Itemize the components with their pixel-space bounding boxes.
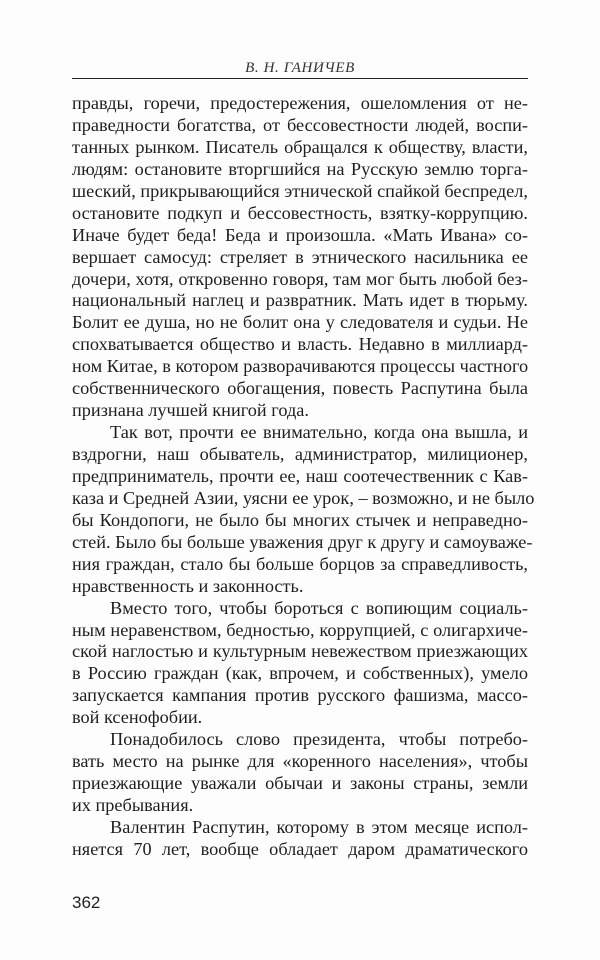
running-head: В. Н. ГАНИЧЕВ <box>245 60 355 76</box>
text-line: вать место на рынке для «коренного населения», чтобы <box>72 751 528 772</box>
text-line: людям: остановите вторгшийся на Русскую землю торга- <box>72 158 528 179</box>
text-line: Так вот, прочти ее внимательно, когда она вышла, и <box>110 422 528 443</box>
text-line: дочери, хотя, откровенно говоря, там мог быть любой без- <box>72 268 528 289</box>
text-line: Понадобилось слово президента, чтобы потребо- <box>110 729 528 750</box>
text-line: Болит ее душа, но не болит она у следователя и судьи. Не <box>72 312 528 333</box>
text-line: Вместо того, чтобы бороться с вопиющим социаль- <box>110 597 528 618</box>
text-line: стей. Было бы больше уважения друг к другу и самоуваже- <box>72 531 533 552</box>
text-line: остановите подкуп и бессовестность, взятку-коррупцию. <box>72 202 528 223</box>
text-line: вздрогни, наш обыватель, администратор, милиционер, <box>72 444 528 464</box>
text-line: Иначе будет беда! Беда и произошла. «Мать Ивана» со- <box>72 224 528 245</box>
text-line: приезжающие уважали обычаи и законы страны, земли <box>72 773 528 794</box>
page-number: 362 <box>72 893 101 912</box>
text-line: шеский, прикрывающийся этнической спайкой беспредел, <box>72 180 528 201</box>
text-line: каза и Средней Азии, уясни ее урок, – возможно, и не было <box>72 487 535 508</box>
text-line: вой ксенофобии. <box>72 707 203 728</box>
paragraph <box>72 598 528 730</box>
text-line: национальный наглец и развратник. Мать идет в тюрьму. <box>72 290 528 311</box>
text-line: запускается кампания против русского фашизма, массо- <box>72 685 528 706</box>
text-line: ской наглостью и культурным невежеством приезжающих <box>72 641 528 662</box>
text-line: правды, горечи, предостережения, ошеломления от не- <box>72 93 528 113</box>
text-line: танных рынком. Писатель обращался к обществу, власти, <box>72 136 528 157</box>
text-line: ным неравенством, бедностью, коррупцией, с олигархиче- <box>72 619 528 640</box>
text-line: вершает самосуд: стреляет в этнического насильника ее <box>72 246 528 267</box>
text-line: ном Китае, в котором разворачиваются процессы частного <box>72 356 529 377</box>
text-line: ния граждан, стало бы больше борцов за справедливость, <box>72 553 528 574</box>
text-line: предприниматель, прочти ее, наш соотечественник с Кав- <box>72 465 528 486</box>
text-line: Валентин Распутин, которому в этом месяце испол- <box>110 816 528 837</box>
text-line: собственнического обогащения, повесть Распутина была <box>72 378 528 399</box>
body-text <box>72 93 535 861</box>
text-line: бы Кондопоги, не было бы многих стычек и неправедно- <box>72 509 528 530</box>
text-line: признана лучшей книгой года. <box>72 400 309 421</box>
paragraph <box>72 817 528 861</box>
header-rule <box>72 78 528 79</box>
text-line: праведности богатства, от бессовестности людей, воспи- <box>72 114 528 135</box>
text-line: в Россию граждан (как, впрочем, и собственных), умело <box>72 663 528 684</box>
text-line: их пребывания. <box>72 795 194 815</box>
paragraph <box>72 422 535 598</box>
paragraph <box>72 729 528 817</box>
text-line: спохватывается общество и власть. Недавно в миллиард- <box>72 334 528 355</box>
text-line: нравственность и законность. <box>72 575 304 596</box>
paragraph <box>72 93 528 422</box>
text-line: няется 70 лет, вообще обладает даром драматического <box>72 838 528 859</box>
